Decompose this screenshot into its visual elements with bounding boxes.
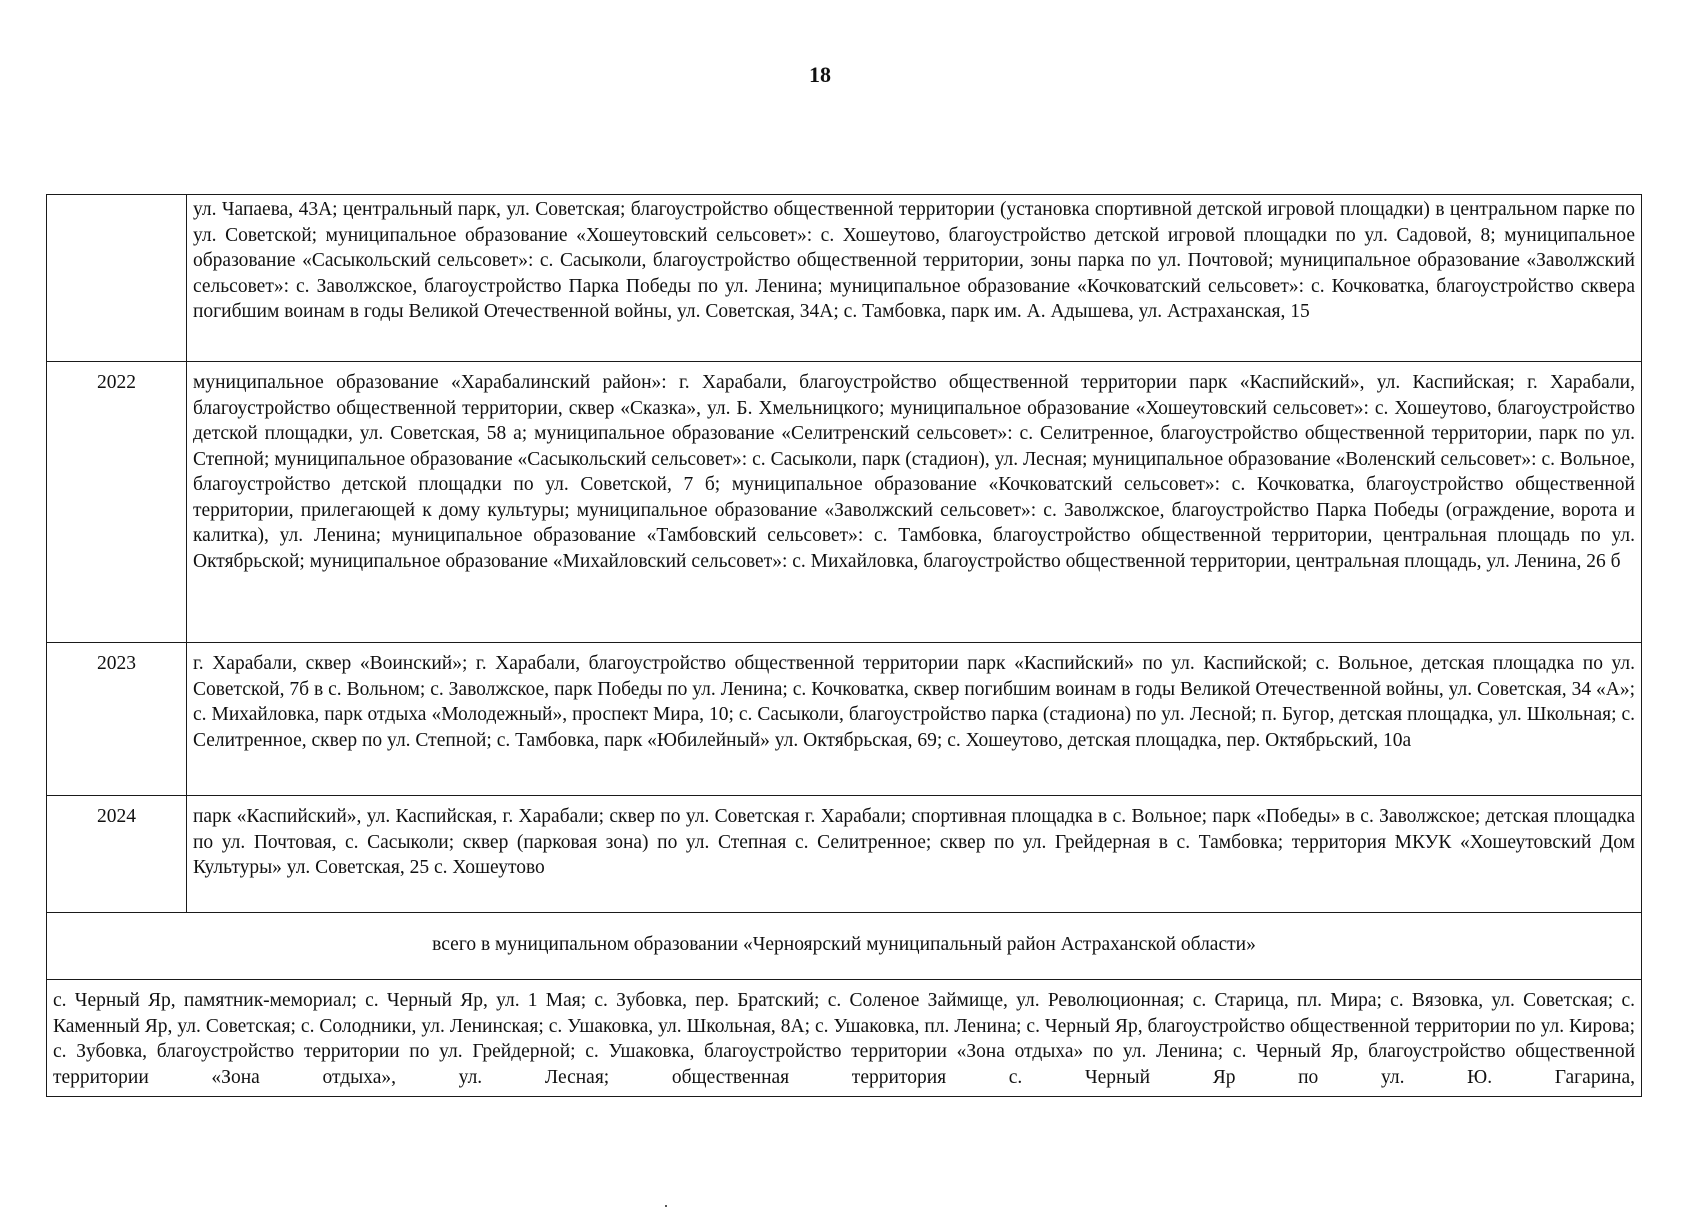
content-cell: г. Харабали, сквер «Воинский»; г. Харабали, благоустройство общественной территории парк «Каспийский» по ул. Каспийской; с. Вольное, детская площадка по ул. Советской, 7б в с. Вольном; с. Заволжское, парк Победы по ул. Ленина; с. Кочковатка, сквер погибшим воинам в годы Великой Отечественной войны, ул. Советская, 34 «А»; с. Михайловка, парк отдыха «Молодежный», проспект Мира, 10; с. Сасыколи, благоустройство парка (стадиона) по ул. Лесной; п. Бугор, детская площадка, ул. Школьная; с. Селитренное, сквер по ул. Степной; с. Тамбовка, парк «Юбилейный» ул. Октябрьская, 69; с. Хошеутово, детская площадка, пер. Октябрьский, 10а	[187, 643, 1642, 796]
year-cell	[47, 195, 187, 362]
content-cell: парк «Каспийский», ул. Каспийская, г. Харабали; сквер по ул. Советская г. Харабали; спортивная площадка в с. Вольное; парк «Победы» в с. Заволжское; детская площадка по ул. Почтовая, с. Сасыколи; сквер (парковая зона) по ул. Степная с. Селитренное; сквер по ул. Грейдерная в с. Тамбовка; территория МКУК «Хошеутовский Дом Культуры» ул. Советская, 25 с. Хошеутово	[187, 796, 1642, 913]
year-cell: 2023	[47, 643, 187, 796]
content-cell: ул. Чапаева, 43А; центральный парк, ул. Советская; благоустройство общественной территории (установка спортивной детской игровой площадки) в центральном парке по ул. Советской; муниципальное образование «Хошеутовский сельсовет»: с. Хошеутово, благоустройство детской игровой площадки по ул. Садовой, 8; муниципальное образование «Сасыкольский сельсовет»: с. Сасыколи, благоустройство общественной территории, зоны парка по ул. Почтовой; муниципальное образование «Заволжский сельсовет»: с. Заволжское, благоустройство Парка Победы по ул. Ленина; муниципальное образование «Кочковатский сельсовет»: с. Кочковатка, благоустройство сквера погибшим воинам в годы Великой Отечественной войны, ул. Советская, 34А; с. Тамбовка, парк им. А. Адышева, ул. Астраханская, 15	[187, 195, 1642, 362]
year-cell: 2022	[47, 362, 187, 643]
summary-row	[47, 913, 1642, 980]
content-cell: с. Черный Яр, памятник-мемориал; с. Черный Яр, ул. 1 Мая; с. Зубовка, пер. Братский; с. Соленое Займище, ул. Революционная; с. Старица, пл. Мира; с. Вязовка, ул. Советская; с. Каменный Яр, ул. Советская; с. Солодники, ул. Ленинская; с. Ушаковка, ул. Школьная, 8А; с. Ушаковка, пл. Ленина; с. Черный Яр, благоустройство общественной территории по ул. Кирова; с. Зубовка, благоустройство территории по ул. Грейдерной; с. Ушаковка, благоустройство территории «Зона отдыха» по ул. Ленина; с. Черный Яр, благоустройство общественной территории «Зона отдыха», ул. Лесная; общественная территория с. Черный Яр по ул. Ю. Гагарина,	[47, 980, 1642, 1097]
table-row	[47, 980, 1642, 1097]
content-cell: муниципальное образование «Харабалинский район»: г. Харабали, благоустройство общественной территории парк «Каспийский», ул. Каспийская; г. Харабали, благоустройство общественной территории, сквер «Сказка», ул. Б. Хмельницкого; муниципальное образование «Хошеутовский сельсовет»: с. Хошеутово, благоустройство детской площадки, ул. Советская, 58 а; муниципальное образование «Селитренский сельсовет»: с. Селитренное, благоустройство общественной территории, парк по ул. Степной; муниципальное образование «Сасыкольский сельсовет»: с. Сасыколи, парк (стадион), ул. Лесная; муниципальное образование «Воленский сельсовет»: с. Вольное, благоустройство детской площадки по ул. Советской, 7 б; муниципальное образование «Кочковатский сельсовет»: с. Кочковатка, благоустройство общественной территории, прилегающей к дому культуры; муниципальное образование «Заволжский сельсовет»: с. Заволжское, благоустройство Парка Победы (ограждение, ворота и калитка), ул. Ленина; муниципальное образование «Тамбовский сельсовет»: с. Тамбовка, благоустройство общественной территории, центральная площадь по ул. Октябрьской; муниципальное образование «Михайловский сельсовет»: с. Михайловка, благоустройство общественной территории, центральная площадь, ул. Ленина, 26 б	[187, 362, 1642, 643]
year-cell: 2024	[47, 796, 187, 913]
table-row	[47, 362, 1642, 643]
page-number: 18	[809, 62, 831, 87]
table-row	[47, 195, 1642, 362]
document-table	[46, 194, 1642, 1097]
table-row	[47, 643, 1642, 796]
table-row	[47, 796, 1642, 913]
summary-heading: всего в муниципальном образовании «Черноярский муниципальный район Астраханской области»	[47, 913, 1642, 980]
